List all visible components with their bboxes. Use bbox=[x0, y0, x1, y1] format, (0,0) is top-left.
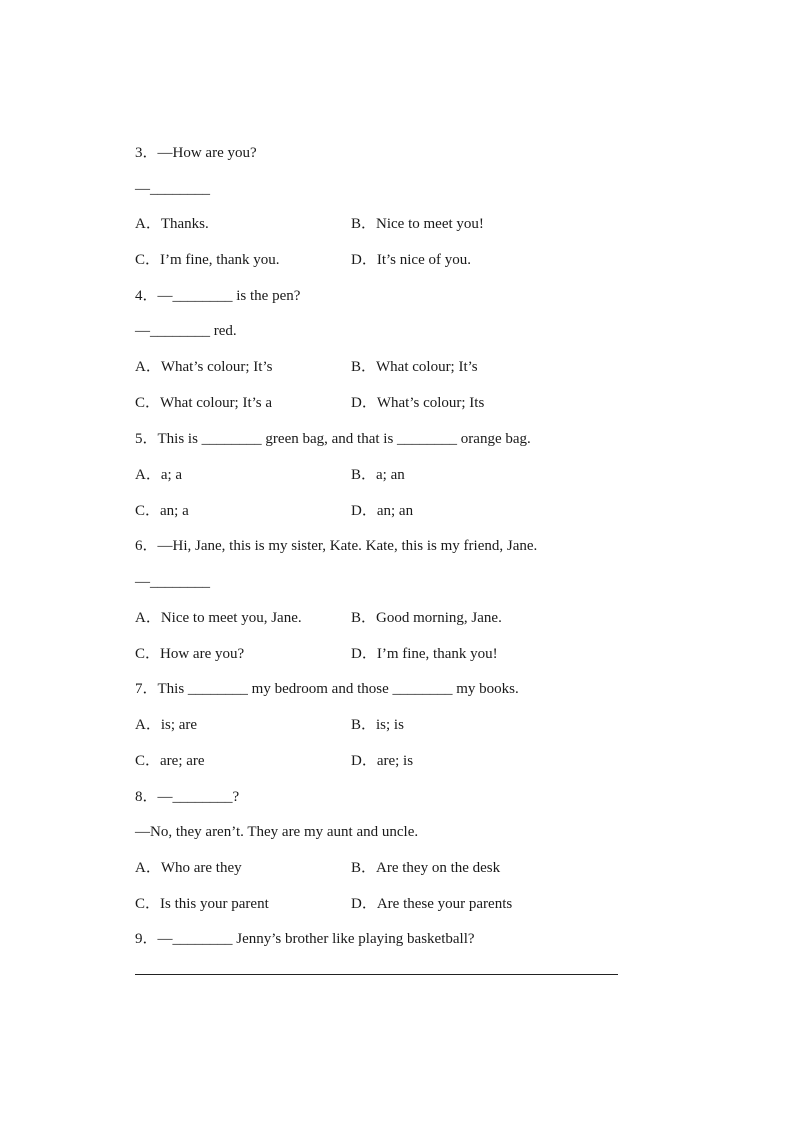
question-5-option-d: D．an; an bbox=[351, 503, 414, 519]
question-6-option-b: B．Good morning, Jane. bbox=[351, 610, 502, 626]
question-8-response: —No, they aren’t. They are my aunt and uncle. bbox=[135, 824, 419, 840]
question-4-answer-line: —________ red. bbox=[135, 323, 237, 339]
question-4-option-a: A．What’s colour; It’s bbox=[135, 359, 273, 375]
question-6-option-c: C．How are you? bbox=[135, 646, 245, 662]
question-8-stem: 8．—________? bbox=[135, 789, 240, 805]
question-3-option-a: A．Thanks. bbox=[135, 216, 209, 232]
question-3-answer-blank: —________ bbox=[135, 181, 210, 197]
question-8-option-c: C．Is this your parent bbox=[135, 896, 269, 912]
question-4-option-b: B．What colour; It’s bbox=[351, 359, 478, 375]
question-7-option-a: A．is; are bbox=[135, 717, 198, 733]
question-3-option-d: D．It’s nice of you. bbox=[351, 252, 471, 268]
question-9-stem: 9．—________ Jenny’s brother like playing basketball? bbox=[135, 931, 475, 947]
question-7-stem: 7．This ________ my bedroom and those ________ my books. bbox=[135, 681, 519, 697]
question-6-stem: 6．—Hi, Jane, this is my sister, Kate. Kate, this is my friend, Jane. bbox=[135, 538, 538, 554]
question-6-answer-blank: —________ bbox=[135, 574, 210, 590]
question-4-option-c: C．What colour; It’s a bbox=[135, 395, 273, 411]
question-5-option-a: A．a; a bbox=[135, 467, 183, 483]
question-7-option-d: D．are; is bbox=[351, 753, 414, 769]
question-5-option-c: C．an; a bbox=[135, 503, 189, 519]
page-bottom-rule bbox=[135, 974, 618, 975]
question-5-option-b: B．a; an bbox=[351, 467, 405, 483]
question-6-option-d: D．I’m fine, thank you! bbox=[351, 646, 498, 662]
question-8-option-b: B．Are they on the desk bbox=[351, 860, 501, 876]
question-8-option-a: A．Who are they bbox=[135, 860, 242, 876]
question-7-option-b: B．is; is bbox=[351, 717, 404, 733]
question-7-option-c: C．are; are bbox=[135, 753, 205, 769]
question-3-stem: 3．—How are you? bbox=[135, 145, 257, 161]
question-8-option-d: D．Are these your parents bbox=[351, 896, 513, 912]
question-3-option-c: C．I’m fine, thank you. bbox=[135, 252, 280, 268]
question-6-option-a: A．Nice to meet you, Jane. bbox=[135, 610, 302, 626]
question-4-option-d: D．What’s colour; Its bbox=[351, 395, 485, 411]
question-4-stem: 4．—________ is the pen? bbox=[135, 288, 301, 304]
question-5-stem: 5．This is ________ green bag, and that is ________ orange bag. bbox=[135, 431, 531, 447]
question-3-option-b: B．Nice to meet you! bbox=[351, 216, 484, 232]
